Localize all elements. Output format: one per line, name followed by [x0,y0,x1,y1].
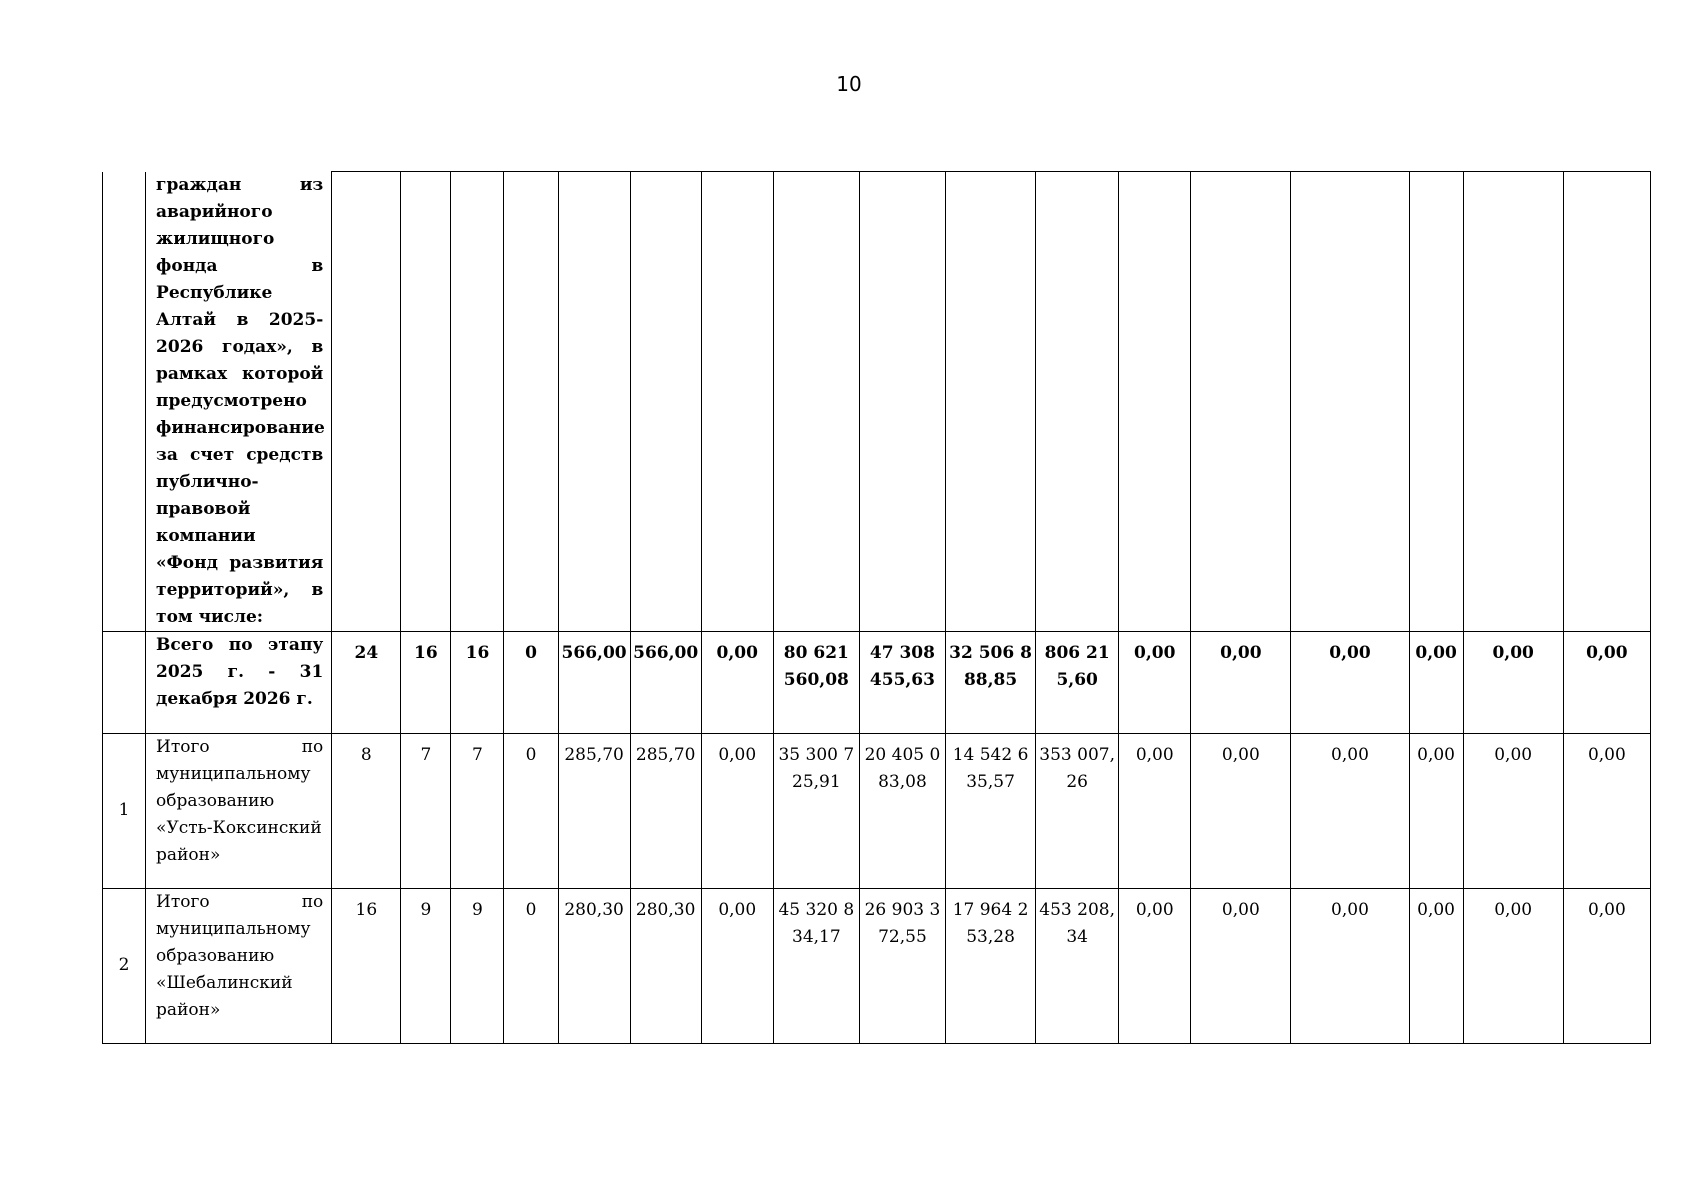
table-row [103,172,1651,632]
table-cell: 9 [401,888,451,1043]
table-cell: 0 [504,631,558,733]
table-cell: 17 964 253,28 [946,888,1036,1043]
table-row [103,631,1651,733]
table-cell: 0,00 [1191,631,1291,733]
table-cell: 0,00 [1119,631,1191,733]
table-cell: 0,00 [1291,631,1409,733]
table-cell: 35 300 725,91 [773,733,859,888]
table-row [103,733,1651,888]
table-cell [451,172,504,632]
table-cell: 0,00 [1563,733,1650,888]
table-cell [701,172,773,632]
table-cell: 0,00 [701,631,773,733]
table-cell: 0,00 [1291,733,1409,888]
table-cell: 26 903 372,55 [859,888,945,1043]
table-cell: 0,00 [1191,888,1291,1043]
table-cell [946,172,1036,632]
table-cell: 353 007,26 [1036,733,1119,888]
table-cell: 32 506 888,85 [946,631,1036,733]
row-index [103,172,146,632]
page-number: 10 [836,72,862,96]
table-cell: 47 308 455,63 [859,631,945,733]
table-cell: 14 542 635,57 [946,733,1036,888]
table-cell [1463,172,1563,632]
table-cell: 0,00 [1409,733,1463,888]
table-cell [773,172,859,632]
table-cell [1291,172,1409,632]
row-index: 2 [103,888,146,1043]
table-cell [1409,172,1463,632]
table-cell [332,172,401,632]
table-cell: 0,00 [1563,631,1650,733]
table-cell: 285,70 [630,733,701,888]
table-cell: 0,00 [701,733,773,888]
table-cell [504,172,558,632]
table-cell: 80 621 560,08 [773,631,859,733]
table-cell [630,172,701,632]
table-cell: 0,00 [701,888,773,1043]
table-cell: 0,00 [1563,888,1650,1043]
table-cell: 20 405 083,08 [859,733,945,888]
table-cell [1036,172,1119,632]
data-table [102,171,1651,1044]
table-cell: 45 320 834,17 [773,888,859,1043]
table-cell: 0,00 [1463,733,1563,888]
row-description: Итого по муниципальному образованию «Усть-Коксинский район» [146,733,332,888]
table-cell: 0 [504,733,558,888]
table-cell: 806 215,60 [1036,631,1119,733]
table-cell: 0,00 [1119,733,1191,888]
row-index: 1 [103,733,146,888]
table-cell [401,172,451,632]
table-cell: 566,00 [558,631,630,733]
table-cell: 16 [401,631,451,733]
table-cell: 7 [401,733,451,888]
table-cell [859,172,945,632]
table-cell [1119,172,1191,632]
table-cell: 280,30 [558,888,630,1043]
table-cell: 24 [332,631,401,733]
table-cell: 285,70 [558,733,630,888]
row-description: Всего по этапу 2025 г. - 31 декабря 2026 г. [146,631,332,733]
row-index [103,631,146,733]
table-cell: 16 [332,888,401,1043]
table-cell: 566,00 [630,631,701,733]
table-cell: 453 208,34 [1036,888,1119,1043]
table-cell: 0 [504,888,558,1043]
table-cell: 8 [332,733,401,888]
table-cell: 7 [451,733,504,888]
table-cell: 0,00 [1291,888,1409,1043]
row-description: Итого по муниципальному образованию «Шебалинский район» [146,888,332,1043]
table-cell [558,172,630,632]
table-cell: 0,00 [1119,888,1191,1043]
table-cell: 16 [451,631,504,733]
table-cell: 9 [451,888,504,1043]
table-cell: 0,00 [1409,888,1463,1043]
table-cell: 0,00 [1409,631,1463,733]
table-cell: 280,30 [630,888,701,1043]
table-cell: 0,00 [1463,888,1563,1043]
table-cell [1563,172,1650,632]
row-description: граждан из аварийного жилищного фонда в Республике Алтай в 2025-2026 годах», в рамках которой предусмотрено финансирование за счет средств публично-правовой компании «Фонд развития территорий», в том числе: [146,172,332,632]
table-cell: 0,00 [1463,631,1563,733]
table-cell [1191,172,1291,632]
table-row [103,888,1651,1043]
table-cell: 0,00 [1191,733,1291,888]
